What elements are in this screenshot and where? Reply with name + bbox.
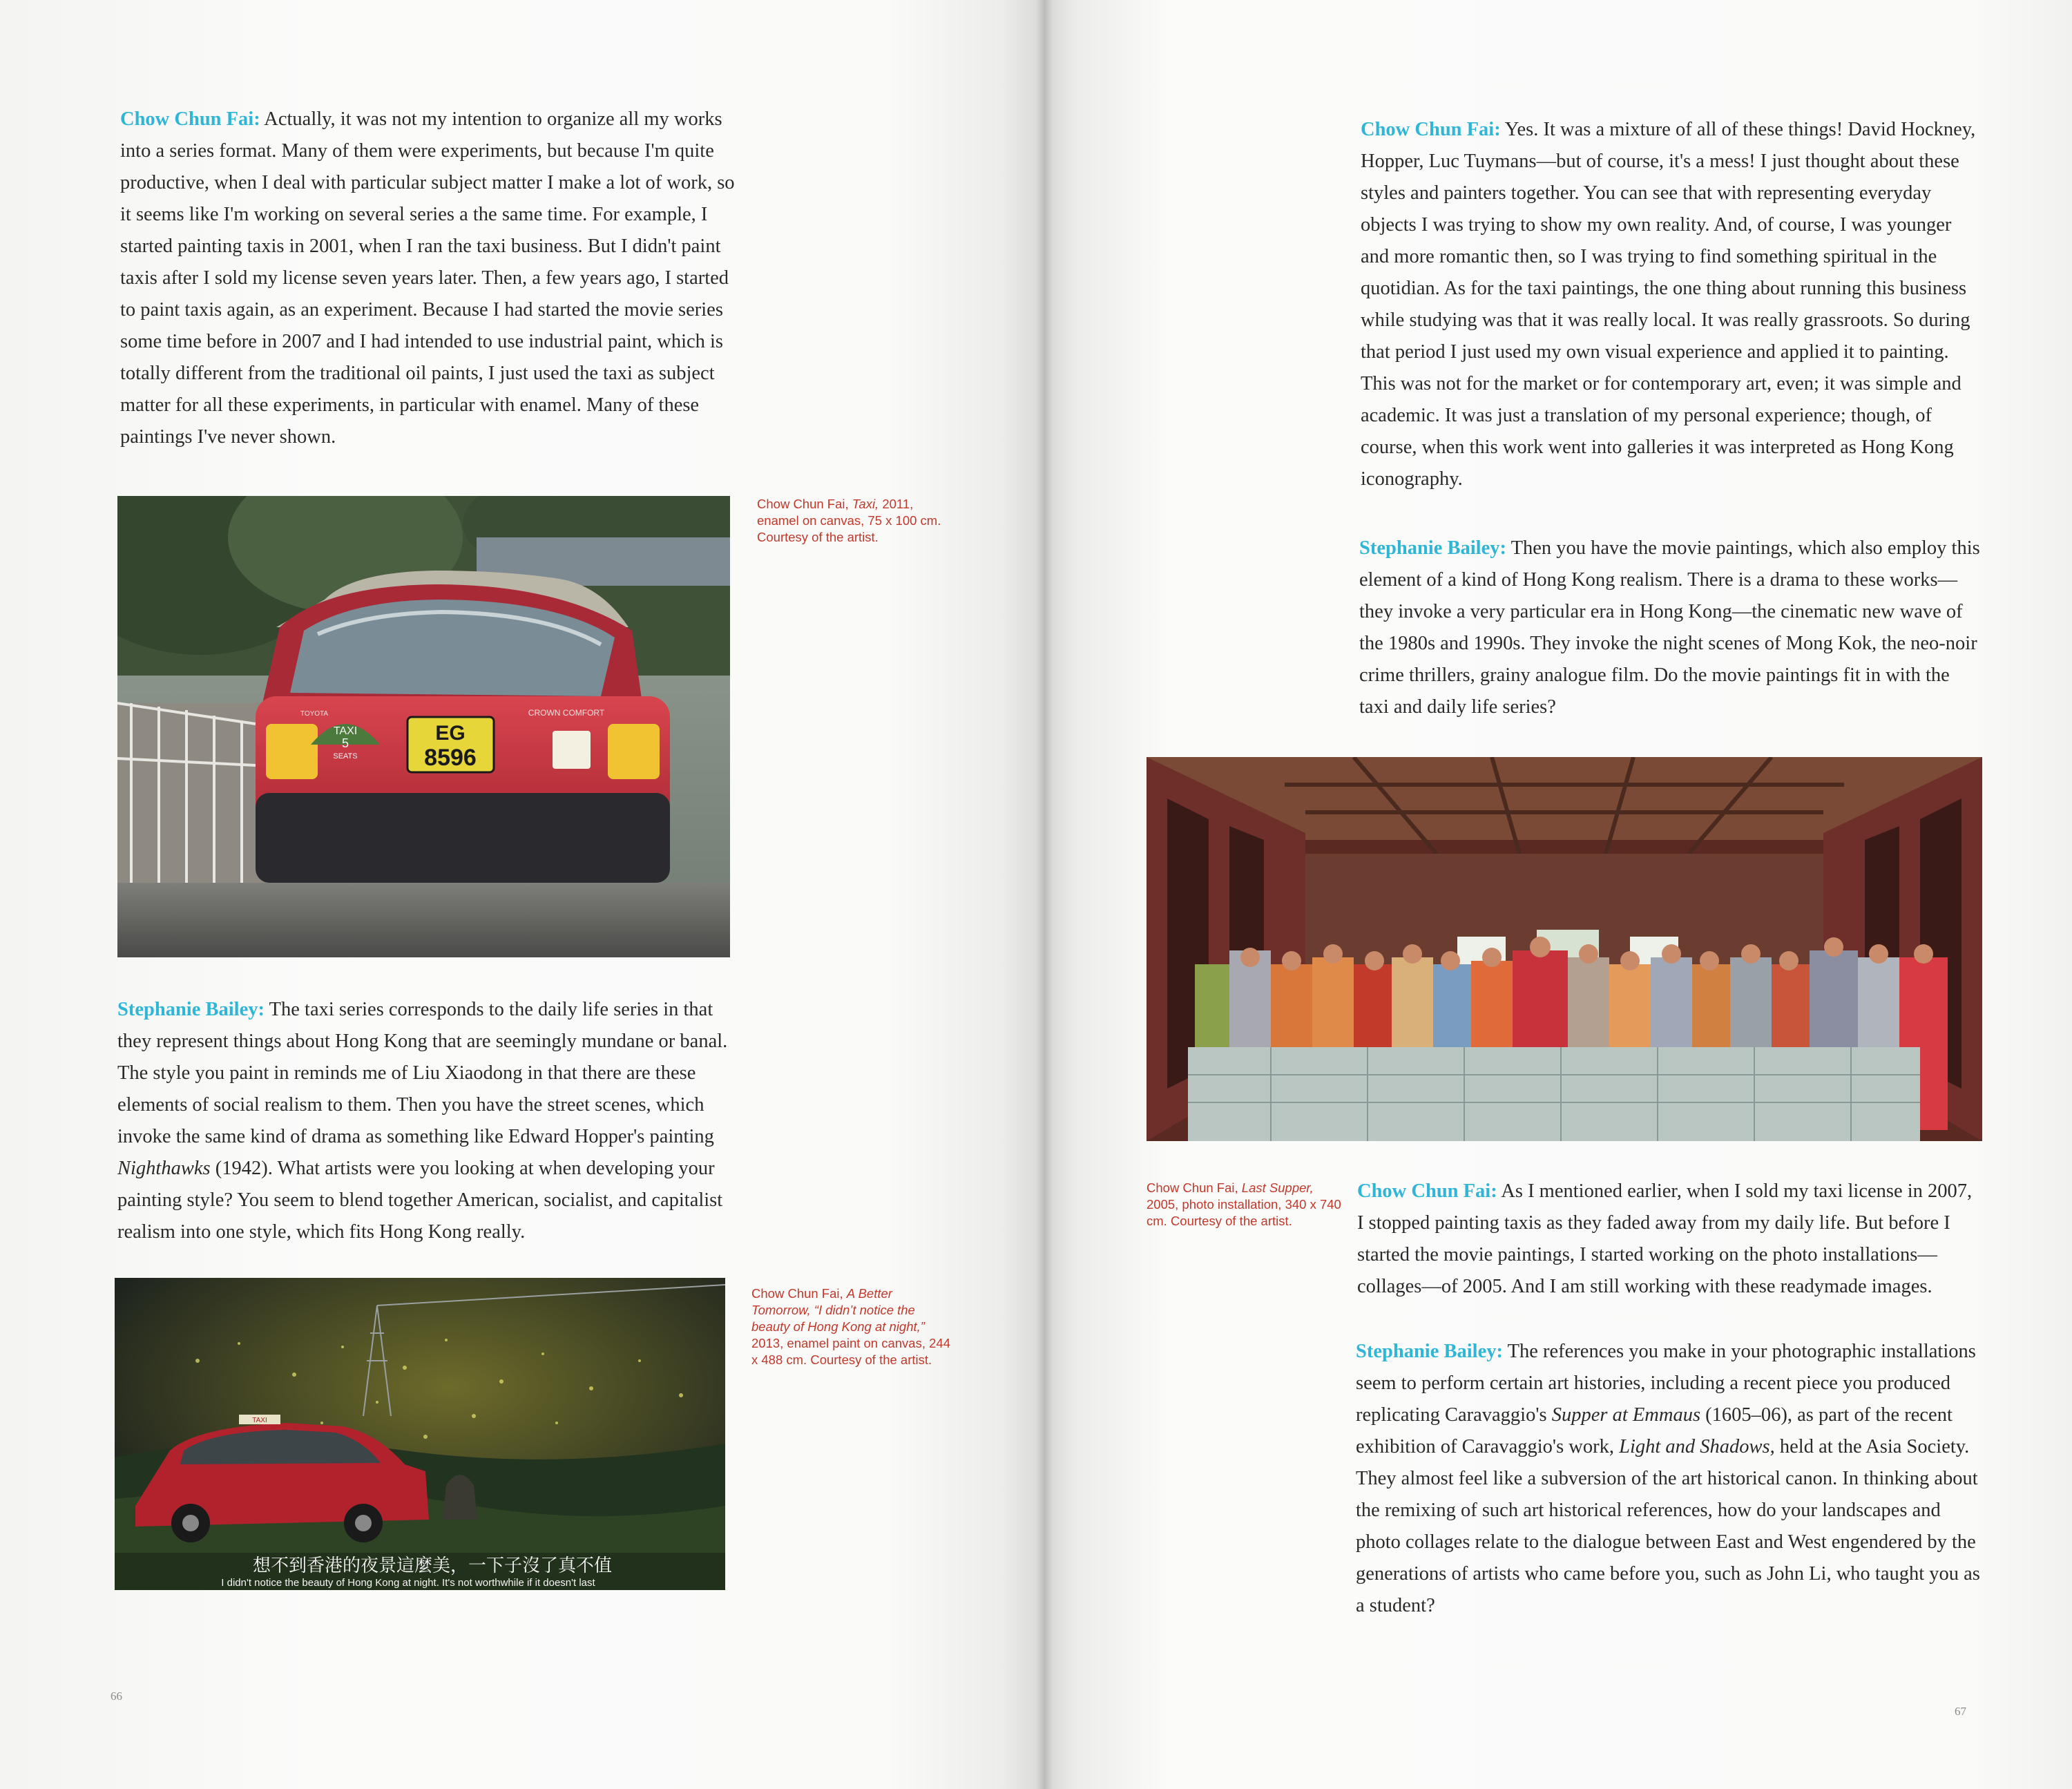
speaker-label: Chow Chun Fai: [120,108,260,130]
paragraph-text: The taxi series corresponds to the daily life series in that they represent things about Hong Kong that are seemingly mundane or banal. The style you paint in reminds me of Liu Xiaodong in that there are these elements of social realism to them. Then you have the street scenes, which invoke the same kind of drama as something like Edward Hopper's painting [117,999,728,1147]
brand-right-text: CROWN COMFORT [528,708,605,718]
movie-painting [115,1278,725,1590]
paragraph-text: As I mentioned earlier, when I sold my taxi license in 2007, I stopped painting taxis as they faded away from my daily life. But before I started the movie paintings, I started working on the photo installations—collages—of 2005. And I am still working with these readymade images. [1357,1180,1973,1297]
paragraph-text: (1942). What artists were you looking at when developing your painting style? You seem to blend together American, socialist, and capitalist realism into one style, which fits Hong Kong really. [117,1158,723,1243]
right-paragraph-1 [1361,114,1982,495]
speaker-label: Stephanie Bailey: [1356,1341,1503,1362]
taxi-painting [117,496,730,957]
paragraph-text: Actually, it was not my intention to organize all my works into a series format. Many of them were experiments, but because I'm quite productive, when I deal with particular subject matter I make a lot of work, so it seems like I'm working on several series a the same time. For example, I started painting taxis in 2001, when I ran the taxi business. But I didn't paint taxis after I sold my license seven years later. Then, a few years ago, I started to paint taxis again, as an experiment. Because I had started the movie series some time before in 2007 and I had intended to use industrial paint, which is totally different from the traditional oil paints, I just used the taxi as subject matter for all these experiments, in particular with enamel. Many of these paintings I've never shown. [120,108,735,448]
taxi-caption [757,496,943,546]
caption-details: 2005, photo installation, 340 x 740 cm. Courtesy of the artist. [1147,1197,1341,1228]
caption-details: 2013, enamel paint on canvas, 244 x 488 cm. Courtesy of the artist. [751,1336,950,1367]
book-gutter [1036,0,1053,1789]
paragraph-italic: Nighthawks [117,1158,211,1179]
taxi-sign-seats-label: SEATS [333,752,358,760]
speaker-label: Chow Chun Fai: [1361,119,1501,140]
taxi-sign-text: TAXI [333,725,358,737]
license-plate-bottom: 8596 [424,745,477,771]
paragraph-text: Yes. It was a mixture of all of these things! David Hockney, Hopper, Luc Tuymans—but of course, it's a mess! I just thought about these styles and painters together. You can see that with representing everyday objects I was trying to show my own reality. And, of course, I was younger and more romantic then, so I was trying to find something spiritual in the quotidian. As for the taxi paintings, the one thing about running this business while studying was that it was really local. It was really grassroots. So during that period I just used my own visual experience and applied it to painting. This was not for the market or for contemporary art, even; it was simple and academic. It was just a translation of my personal experience; though, of course, when this work went into galleries it was interpreted as Hong Kong iconography. [1361,119,1976,490]
right-paragraph-4 [1356,1336,1981,1622]
last-supper-installation [1147,757,1982,1141]
subtitle-chinese: 想不到香港的夜景這麼美，一下子沒了真不值 [252,1556,613,1576]
left-paragraph-1 [120,104,738,453]
caption-artist: Chow Chun Fai, [1147,1180,1242,1195]
paragraph-text: The references you make in your photographic installations seem to perform certain art histories, including a recent piece you produced replicating Caravaggio's [1356,1341,1976,1426]
speaker-label: Stephanie Bailey: [1359,537,1506,559]
speaker-label: Chow Chun Fai: [1357,1180,1497,1202]
page-number-left: 66 [111,1690,122,1703]
paragraph-text: (1605–06), as part of the recent exhibition of Caravaggio's work, [1356,1404,1953,1457]
last-supper-caption [1147,1180,1343,1230]
left-paragraph-2 [117,994,739,1248]
subtitle-english: I didn't notice the beauty of Hong Kong at night. It's not worthwhile if it doesn't last [221,1577,595,1589]
right-paragraph-2 [1359,533,1982,723]
right-paragraph-3 [1357,1176,1982,1303]
paragraph-text: Then you have the movie paintings, which also employ this element of a kind of Hong Kong realism. There is a drama to these works—they invoke a very particular era in Hong Kong—the cinematic new wave of the 1980s and 1990s. They invoke the night scenes of Mong Kok, the neo-noir crime thrillers, grainy analogue film. Do the movie paintings fit in with the taxi and daily life series? [1359,537,1980,718]
paragraph-italic: Light and Shadows, [1619,1436,1775,1457]
car-roof-sign: TAXI [252,1417,267,1424]
right-page [1044,0,2072,1789]
page-number-right: 67 [1955,1705,1966,1718]
caption-title: Last Supper, [1241,1180,1314,1195]
brand-left-text: TOYOTA [300,710,329,718]
movie-caption [751,1285,952,1368]
taxi-sign-seats-number: 5 [341,736,349,750]
caption-artist: Chow Chun Fai, [757,497,852,511]
caption-artist: Chow Chun Fai, [751,1286,847,1301]
license-plate-top: EG [435,722,466,745]
caption-details: 2011, enamel on canvas, 75 x 100 cm. Courtesy of the artist. [757,497,941,544]
paragraph-text: held at the Asia Society. They almost feel like a subversion of the art historical canon. In thinking about the remixing of such art historical references, how do your landscapes and photo collages relate to the dialogue between East and West engendered by the generations of artists who came before you, such as John Li, who taught you as a student? [1356,1436,1980,1616]
speaker-label: Stephanie Bailey: [117,999,265,1020]
paragraph-italic: Supper at Emmaus [1551,1404,1701,1426]
caption-title: A Better Tomorrow, “I didn’t notice the beauty of Hong Kong at night,” [751,1286,925,1334]
caption-title: Taxi, [852,497,879,511]
